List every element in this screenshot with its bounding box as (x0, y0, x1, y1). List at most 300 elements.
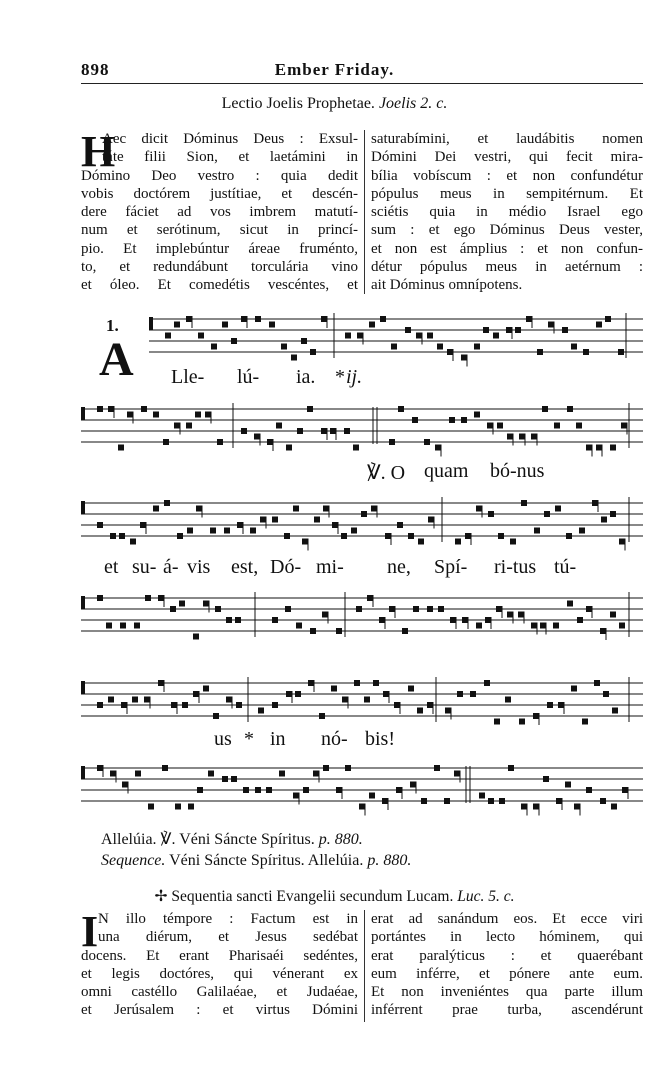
lyric: ne, (387, 556, 411, 578)
neume (383, 691, 389, 697)
neume (108, 697, 114, 703)
text-line: num et serótinum, sicut in princí- (81, 222, 358, 239)
neume (533, 804, 539, 810)
neume (197, 787, 203, 793)
lyric: * (335, 366, 345, 388)
neume (389, 606, 395, 612)
neume (398, 406, 404, 412)
neume (97, 522, 103, 528)
neume (610, 612, 616, 618)
neume (508, 765, 514, 771)
neume (330, 428, 336, 434)
neume (437, 344, 443, 350)
neume (106, 623, 112, 629)
neume (518, 612, 524, 618)
neume (427, 702, 433, 708)
neume (506, 327, 512, 333)
neume (479, 793, 485, 799)
gospel-left-column (81, 907, 358, 1020)
neume (120, 623, 126, 629)
gospel-reference: Luc. 5. c. (457, 888, 515, 905)
neume (236, 702, 242, 708)
neume (302, 539, 308, 545)
neume (455, 539, 461, 545)
text-line: erat paralýticus : et quaerébant (371, 947, 643, 964)
neume (186, 423, 192, 429)
neume (565, 782, 571, 788)
neume (579, 528, 585, 534)
neume (421, 798, 427, 804)
neume (521, 500, 527, 506)
text-line: vobis doctórem justítiae, et descén- (81, 185, 358, 202)
neume (583, 349, 589, 355)
lesson-heading-text: Lectio Joelis Prophetae. (221, 95, 375, 112)
neume (586, 445, 592, 451)
text-line: docens. Et erant Pharisaéi sedéntes, (81, 947, 358, 964)
lyric: in (270, 728, 286, 750)
neume (610, 511, 616, 517)
neume (622, 787, 628, 793)
neume (603, 691, 609, 697)
neume (605, 316, 611, 322)
neume (266, 787, 272, 793)
neume (153, 412, 159, 418)
neume (577, 617, 583, 623)
neume (164, 500, 170, 506)
neume (586, 787, 592, 793)
neume (226, 697, 232, 703)
neume (596, 445, 602, 451)
neume (499, 798, 505, 804)
neume (193, 634, 199, 640)
neume (321, 316, 327, 322)
neume (457, 691, 463, 697)
neume (226, 617, 232, 623)
lyric: ij. (346, 366, 363, 388)
neume (543, 776, 549, 782)
neume (493, 333, 499, 339)
neume (548, 322, 554, 328)
neume (427, 606, 433, 612)
neume (476, 506, 482, 512)
mode-number: 1. (106, 316, 119, 335)
gospel-drop-cap: I (81, 907, 99, 956)
neume (336, 628, 342, 634)
neume (203, 686, 209, 692)
neume (357, 333, 363, 339)
neume (345, 333, 351, 339)
neume (130, 539, 136, 545)
lyric: est, (231, 556, 259, 578)
neume (461, 417, 467, 423)
neume (612, 708, 618, 714)
neume (284, 533, 290, 539)
text-line: Dómini Dei vestri, qui fecit mira- (371, 149, 643, 166)
neume (361, 511, 367, 517)
neume (369, 793, 375, 799)
text-line: Aec dicit Dóminus Deus : Exsul- (102, 131, 358, 147)
neume (127, 412, 133, 418)
neume (574, 804, 580, 810)
neume (449, 417, 455, 423)
neume (205, 412, 211, 418)
neume (307, 406, 313, 412)
neume (353, 445, 359, 451)
neume (97, 406, 103, 412)
neume (198, 333, 204, 339)
neume (408, 686, 414, 692)
neume (621, 423, 627, 429)
neume (488, 511, 494, 517)
neume (272, 617, 278, 623)
text-line: táte filii Sion, et laetámini in (102, 149, 358, 166)
neume (505, 697, 511, 703)
neume (494, 719, 500, 725)
neume (196, 506, 202, 512)
neume (210, 528, 216, 534)
neume (405, 327, 411, 333)
lesson-drop-cap: H (81, 127, 116, 176)
neume (171, 702, 177, 708)
neume (380, 316, 386, 322)
text-line: portántes in lecto hóminem, qui (371, 929, 643, 946)
lyric: us (214, 728, 232, 750)
neume (424, 439, 430, 445)
neume (507, 612, 513, 618)
neume (314, 517, 320, 523)
neume (435, 445, 441, 451)
neume (224, 528, 230, 534)
neume (208, 771, 214, 777)
neume (510, 539, 516, 545)
lyric: et (104, 556, 119, 578)
lyric: mi- (316, 556, 344, 578)
neume (402, 628, 408, 634)
neume (555, 506, 561, 512)
neume (182, 702, 188, 708)
neume (540, 623, 546, 629)
gospel-right-column (371, 910, 643, 1020)
text-line: bília vobíscum : et non confundétur (371, 167, 643, 184)
gospel-heading-text: Sequentia sancti Evangelii secundum Lucam. (171, 888, 454, 905)
neume (542, 406, 548, 412)
neume (567, 601, 573, 607)
neume (141, 406, 147, 412)
neume (438, 606, 444, 612)
lyric: Dó- (270, 556, 302, 578)
neume (279, 771, 285, 777)
clef-mark (81, 766, 85, 779)
cross-icon: ✢ (154, 888, 168, 905)
neume (601, 517, 607, 523)
gospel-heading (0, 887, 669, 906)
neume (285, 606, 291, 612)
text-line: una diérum, et Jesus sedébat (98, 929, 358, 946)
sequence-label: Sequence. (101, 852, 166, 869)
text-line: détur pópulus meus in aetérnum : (371, 259, 643, 276)
neume (397, 522, 403, 528)
neume (331, 686, 337, 692)
neume (158, 595, 164, 601)
neume (174, 322, 180, 328)
neume (461, 355, 467, 361)
neume (211, 344, 217, 350)
text-line: inférrent prae turba, ascendérunt (371, 1002, 643, 1019)
neume (144, 697, 150, 703)
neume (488, 798, 494, 804)
chant-initial: A (99, 333, 134, 386)
neume (408, 533, 414, 539)
neume (213, 713, 219, 719)
neume (476, 623, 482, 629)
neume (394, 702, 400, 708)
lyric: bó-nus (490, 460, 545, 482)
clef-mark (81, 501, 85, 514)
neume (485, 617, 491, 623)
neume (134, 623, 140, 629)
text-line: N illo témpore : Factum est in (98, 911, 358, 927)
neume (291, 355, 297, 361)
neume (165, 333, 171, 339)
neume (162, 765, 168, 771)
neume (396, 787, 402, 793)
lyric: Lle- (171, 366, 205, 388)
neume (417, 708, 423, 714)
neume (558, 702, 564, 708)
neume (610, 445, 616, 451)
neume (444, 798, 450, 804)
lyric: ia. (296, 366, 316, 388)
neume (454, 771, 460, 777)
neume (391, 344, 397, 350)
neume (521, 804, 527, 810)
text-line: omni castéllo Galilaéae, et Judaéae, (81, 984, 358, 1001)
column-divider (364, 910, 365, 1022)
lyric: bis! (365, 728, 395, 750)
neume (496, 606, 502, 612)
neume (344, 428, 350, 434)
neume (323, 506, 329, 512)
neume (222, 322, 228, 328)
neume (153, 506, 159, 512)
neume (484, 680, 490, 686)
text-line: et óleo. Et comedétis vescéntes, et (81, 277, 358, 294)
neume (487, 423, 493, 429)
neume (241, 316, 247, 322)
sequence-page: p. 880. (367, 852, 412, 869)
neume (553, 623, 559, 629)
lyric: quam (424, 460, 469, 482)
neume (351, 528, 357, 534)
neume (177, 533, 183, 539)
neume (519, 434, 525, 440)
neume (310, 628, 316, 634)
neume (534, 528, 540, 534)
text-line: ait Dóminus omnípotens. (371, 277, 523, 294)
lyric: ℣. O (367, 462, 406, 484)
neume (235, 617, 241, 623)
neume (497, 423, 503, 429)
neume (286, 691, 292, 697)
neume (465, 533, 471, 539)
neume (427, 333, 433, 339)
neume (97, 702, 103, 708)
neume (179, 601, 185, 607)
neume (158, 680, 164, 686)
lyric: Spí- (434, 556, 468, 578)
text-line: saturabímini, et laudábitis nomen (371, 131, 643, 147)
neume (341, 533, 347, 539)
text-line: et legis doctóres, qui vénerant ex (81, 965, 358, 982)
page-number: 898 (81, 60, 110, 79)
neume (385, 533, 391, 539)
neume (243, 787, 249, 793)
neume (321, 428, 327, 434)
text-line: to, et redundábunt torculária vino (81, 259, 358, 276)
neume (567, 406, 573, 412)
neume (132, 697, 138, 703)
alleluia-line: Allelúia. ℣. Véni Sáncte Spíritus. (101, 831, 315, 848)
neume (586, 606, 592, 612)
neume (188, 804, 194, 810)
sequence-text: Véni Sáncte Spíritus. Allelúia. (169, 852, 364, 869)
neume (470, 691, 476, 697)
neume (97, 595, 103, 601)
neume (322, 612, 328, 618)
neume (371, 506, 377, 512)
neume (611, 804, 617, 810)
neume (596, 322, 602, 328)
neume (367, 595, 373, 601)
neume (447, 349, 453, 355)
text-line: et non est ámplius : et non confun- (371, 240, 643, 257)
neume (119, 533, 125, 539)
lyric: * (244, 728, 254, 750)
neume (301, 338, 307, 344)
clef-mark (149, 317, 153, 330)
neume (175, 804, 181, 810)
neume (135, 771, 141, 777)
neume (416, 333, 422, 339)
neume (215, 606, 221, 612)
neume (222, 776, 228, 782)
neume (255, 787, 261, 793)
neume (145, 595, 151, 601)
neume (121, 702, 127, 708)
neume (293, 793, 299, 799)
neume (258, 708, 264, 714)
neume (118, 445, 124, 451)
neume (619, 539, 625, 545)
neume (203, 601, 209, 607)
neume (342, 697, 348, 703)
neume (498, 533, 504, 539)
neume (531, 434, 537, 440)
neume (303, 787, 309, 793)
neume (295, 691, 301, 697)
neume (544, 511, 550, 517)
neume (519, 719, 525, 725)
neume (217, 439, 223, 445)
neume (323, 765, 329, 771)
neume (389, 439, 395, 445)
neume (241, 428, 247, 434)
neume (576, 423, 582, 429)
neume (293, 506, 299, 512)
text-line: pópulus meus in sempitérnum. Et (371, 185, 643, 202)
clef-mark (81, 407, 85, 420)
neume (308, 680, 314, 686)
neume (571, 344, 577, 350)
neume (276, 423, 282, 429)
neume (364, 697, 370, 703)
neume (474, 344, 480, 350)
neume (507, 434, 513, 440)
neume (434, 765, 440, 771)
neume (483, 327, 489, 333)
text-line: sum : et ego Dóminus Deus vester, (371, 222, 643, 239)
neume (97, 765, 103, 771)
neume (195, 412, 201, 418)
neume (313, 771, 319, 777)
neume (445, 708, 451, 714)
neume (369, 322, 375, 328)
neume (600, 798, 606, 804)
neume (269, 322, 275, 328)
neume (286, 445, 292, 451)
neume (187, 528, 193, 534)
neume (272, 702, 278, 708)
neume (359, 804, 365, 810)
neume (336, 787, 342, 793)
neume (345, 765, 351, 771)
neume (582, 719, 588, 725)
neume (250, 528, 256, 534)
neume (382, 798, 388, 804)
neume (186, 316, 192, 322)
neume (533, 713, 539, 719)
text-line: dere fáciet ad vos imbrem matutí- (81, 204, 358, 221)
alleluia-page: p. 880. (318, 831, 363, 848)
neume (619, 623, 625, 629)
neume (566, 533, 572, 539)
neume (594, 680, 600, 686)
neume (110, 771, 116, 777)
neume (428, 517, 434, 523)
neume (413, 606, 419, 612)
neume (272, 517, 278, 523)
neume (297, 428, 303, 434)
lyric: vis (187, 556, 211, 578)
neume (412, 417, 418, 423)
text-line: eum inférre, et pónere ante eum. (371, 965, 643, 982)
neume (418, 539, 424, 545)
neume (618, 349, 624, 355)
page-title: Ember Friday. (274, 60, 395, 79)
neume (562, 327, 568, 333)
lesson-reference: Joelis 2. c. (378, 95, 448, 112)
neume (356, 606, 362, 612)
neume (474, 412, 480, 418)
neume (373, 680, 379, 686)
neume (255, 316, 261, 322)
lyric: lú- (237, 366, 260, 388)
neume (108, 406, 114, 412)
neume (231, 338, 237, 344)
neume (296, 623, 302, 629)
lyric: tú- (554, 556, 577, 578)
neume (537, 349, 543, 355)
